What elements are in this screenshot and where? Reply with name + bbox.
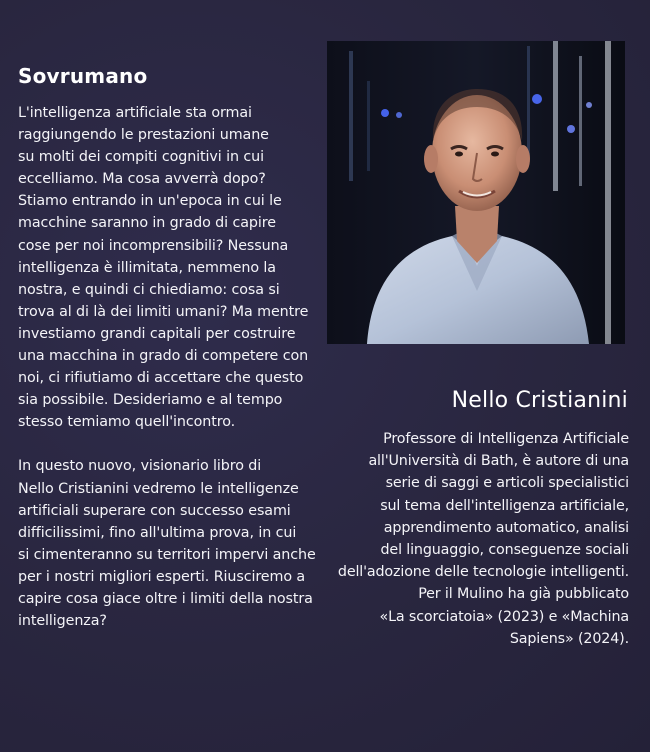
description-paragraph-1: L'intelligenza artificiale sta ormai raggiungendo le prestazioni umane su molti dei compiti cognitivi in cui eccelliamo. Ma cosa avverrà dopo? Stiamo entrando in un'epoca in cui le macchine saranno in grado di capire cose per noi incomprensibili? Nessuna intelligenza è illimitata, nemmeno la nostra, e quindi ci chiediamo: cosa si trova al di là dei limiti umani? Ma mentre investiamo grandi capitali per costruire una macchina in grado di competere con noi, ci rifiutiamo di accettare che questo sia possibile. Desideriamo e al tempo stesso temiamo quell'incontro. bbox=[18, 105, 309, 431]
description-paragraph-2: In questo nuovo, visionario libro di Nello Cristianini vedremo le intelligenze artificiali superare con successo esami difficilissimi, fino all'ultima prova, in cui si cimenteranno su territori impervi anche per i nostri migliori esperti. Riusciremo a capire cosa giace oltre i limiti della nostra intelligenza? bbox=[18, 458, 316, 630]
book-title: Sovrumano bbox=[18, 64, 148, 88]
author-photo bbox=[327, 41, 625, 344]
author-bio: Professore di Intelligenza Artificiale all'Università di Bath, è autore di una serie di saggi e articoli specialistici sul tema dell'intelligenza artificiale, apprendimento automatico, analisi del linguaggio, conseguenze sociali dell'adozione delle tecnologie intelligenti. Per il Mulino ha già pubblicato «La scorciatoia» (2023) e «Machina Sapiens» (2024). bbox=[337, 431, 629, 647]
author-portrait-icon bbox=[327, 41, 625, 344]
author-name: Nello Cristianini bbox=[451, 388, 628, 413]
book-description bbox=[18, 102, 323, 632]
